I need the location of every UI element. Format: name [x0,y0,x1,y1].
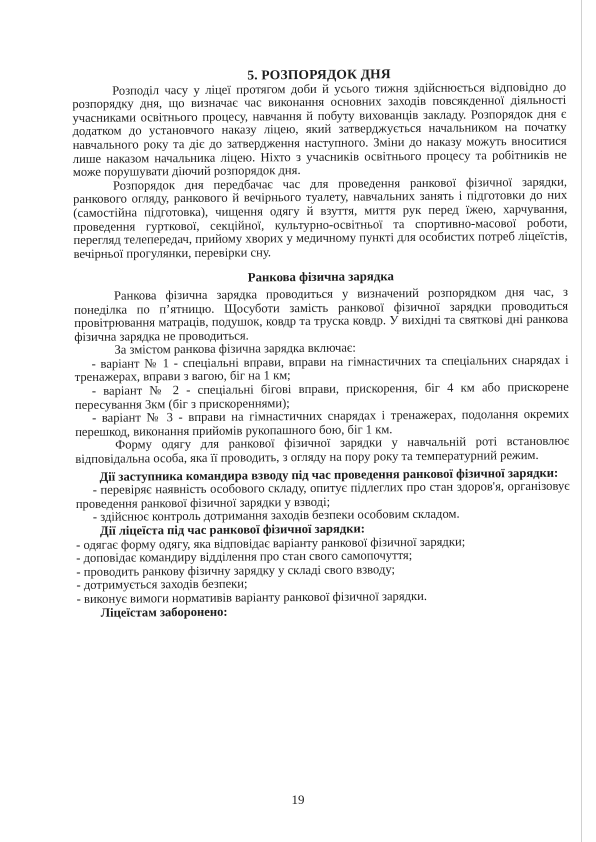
variant-item: - варіант № 1 - спеціальні вправи, вправи на гімнастичних та спеціальних снарядах і тренажерах, вправи з вагою, біг на 1 км; [74,352,569,385]
cadet-heading: Дії ліцеїста під час ранкової фізичної зарядки: [99,521,365,538]
variant-item: - варіант № 3 - вправи на гімнастичних снарядах і тренажерах, подолання окремих перешкод, виконання прийомів рукопашного бою, біг 1 км. [75,406,570,439]
uniform-paragraph: Форму одягу для ранкової фізичної зарядки у навчальній роті встановлює відповідальна особа, яка її проводить, з огляду на пору року та температурний режим. [75,434,570,467]
cadet-action-item: - доповідає командиру відділення про стан свого самопочуття; [76,548,413,566]
cadet-action-item: - проводить ранкову фізичну зарядку у складі свого взводу; [76,561,396,579]
document-page [72,66,571,620]
variant-item: - варіант № 2 - спеціальні бігові вправи, прискорення, біг 4 км або прискорене пересування 3км (біг з прискореннями); [74,379,569,412]
intro-paragraph-1: Розподіл часу у ліцеї протягом доби й усього тижня здійснюється відповідно до розпорядку дня, що визначає час виконання основних заходів повсякденної діяльності учасниками освітнього процесу, навчання й побуту вихованців закладу. Розпорядок дня є додатком до установчого наказу ліцею, який затверджується начальником на початку навчального року та діє до затвердження наступного. Зміни до наказу можуть вноситися лише наказом начальника ліцею. Ніхто з учасників освітнього процесу та робітників не може порушувати діючий розпорядок дня. [72,79,567,180]
cadet-action-item: - виконує вимоги нормативів варіанту ранкової фізичної зарядки. [76,588,428,606]
deputy-action-item: - перевіряє наявність особового складу, опитує підлеглих про стан здоров'я, організовує проведення ранкової фізичної зарядки у взводі; [75,478,570,511]
cadet-action-item: - дотримується заходів безпеки; [76,576,248,593]
scan-edge-line [581,0,582,842]
cadet-action-item: - одягає форму одягу, яка відповідає варіанту ранкової фізичної зарядки; [76,534,466,552]
intro-paragraph-2: Розпорядок дня передбачає час для проведення ранкової фізичної зарядки, ранкового огляду, ранкового й вечірнього туалету, навчальних занять і підготовки до них (самостійна підготовка), чищення одягу й взуття, миття рук перед їжею, харчування, проведення гурткової, секційної, культурно-освітньої та спортивно-масової роботи, перегляд телепередач, прийому хворих у медичному пункті для особистих потреб ліцеїстів, вечірньої прогулянки, перевірки сну. [73,174,568,261]
deputy-action-item: - здійснює контроль дотримання заходів безпеки особовим складом. [92,507,460,525]
page-number: 19 [291,792,305,807]
exercise-paragraph: Ранкова фізична зарядка проводиться у визначений розпорядком дня час, з понеділка по п’ятницю. Щосуботи замість ранкової фізичної зарядки проводиться провітрювання матраців, подушок, ковдр та труска ковдр. У вихідні та святкові дні ранкова фізична зарядка не проводиться. [74,284,569,344]
section-title: 5. РОЗПОРЯДОК ДНЯ [247,66,391,83]
deputy-heading: Дії заступника командира взводу під час проведення ранкової фізичної зарядки: [99,465,559,484]
exercise-content-intro: За змістом ранкова фізична зарядка включає: [114,340,356,357]
exercise-heading: Ранкова фізична зарядка [247,269,394,285]
forbidden-heading: Ліцеїстам заборонено: [100,604,228,620]
